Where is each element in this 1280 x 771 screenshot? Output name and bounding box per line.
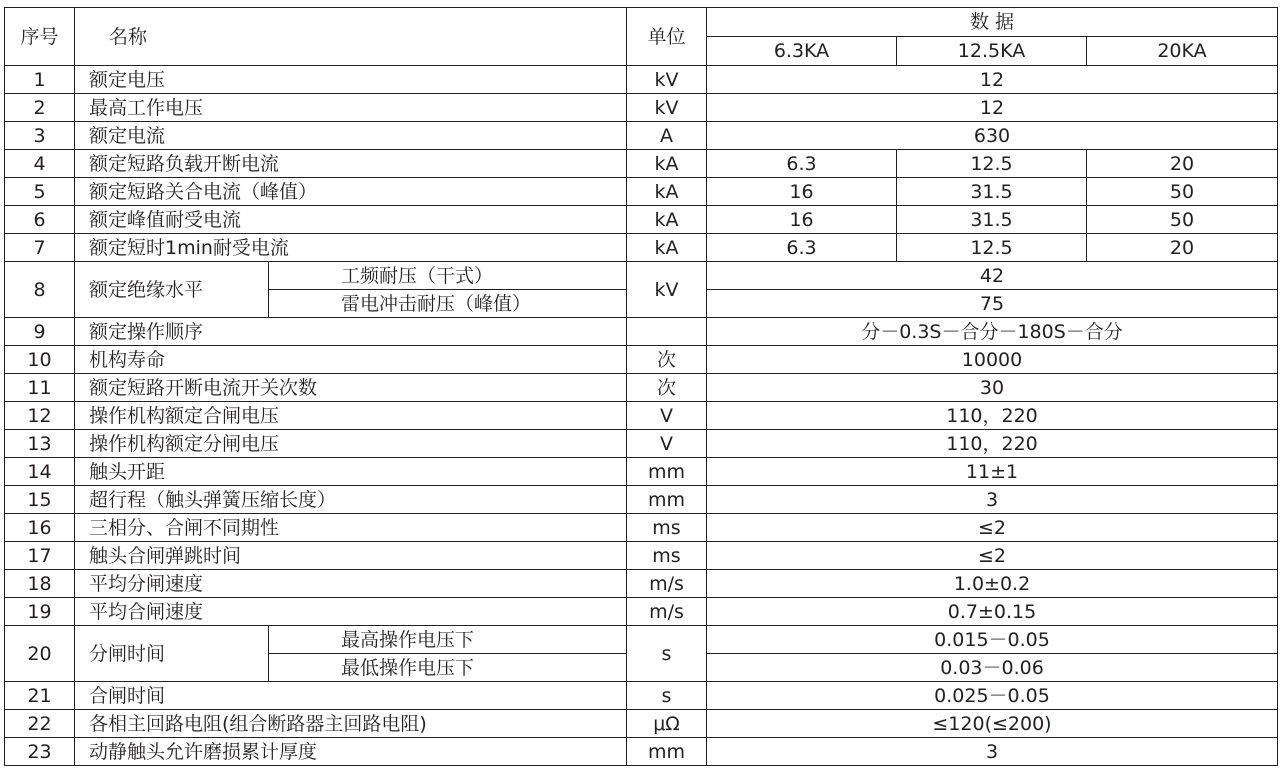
- row-number: 14: [5, 458, 75, 486]
- row-name: 动静触头允许磨损累计厚度: [75, 738, 627, 766]
- row-value: ≤2: [707, 542, 1278, 570]
- row-name: 额定短时1min耐受电流: [75, 234, 627, 262]
- row-unit: kV: [627, 262, 707, 318]
- row-name: 操作机构额定合闸电压: [75, 402, 627, 430]
- row-name: 触头合闸弹跳时间: [75, 542, 627, 570]
- row-unit: kA: [627, 206, 707, 234]
- row-number: 4: [5, 150, 75, 178]
- row-name: 合闸时间: [75, 682, 627, 710]
- row-name: 各相主回路电阻(组合断路器主回路电阻): [75, 710, 627, 738]
- row-value: 16: [707, 206, 897, 234]
- row-number: 21: [5, 682, 75, 710]
- row-name: 操作机构额定分闸电压: [75, 430, 627, 458]
- row-name: 分闸时间: [75, 626, 269, 682]
- header-col-2: 12.5KA: [897, 37, 1087, 66]
- table-row: [5, 66, 1278, 94]
- row-value: 11±1: [707, 458, 1278, 486]
- row-value: 10000: [707, 346, 1278, 374]
- row-number: 16: [5, 514, 75, 542]
- row-value: 110，220: [707, 430, 1278, 458]
- header-no: 序号: [5, 8, 75, 66]
- row-unit: kV: [627, 94, 707, 122]
- table-row: [5, 178, 1278, 206]
- table-row: [5, 206, 1278, 234]
- row-name: 最高工作电压: [75, 94, 627, 122]
- row-unit: V: [627, 402, 707, 430]
- header-unit: 单位: [627, 8, 707, 66]
- row-name: 平均合闸速度: [75, 598, 627, 626]
- row-unit: mm: [627, 738, 707, 766]
- row-name: 额定短路关合电流（峰值）: [75, 178, 627, 206]
- row-name: 额定绝缘水平: [75, 262, 269, 318]
- row-sub-name: 最高操作电压下: [269, 626, 627, 654]
- row-value: 6.3: [707, 150, 897, 178]
- row-value: 50: [1087, 178, 1278, 206]
- row-number: 12: [5, 402, 75, 430]
- table-row: [5, 514, 1278, 542]
- row-value: 110，220: [707, 402, 1278, 430]
- row-name: 额定短路开断电流开关次数: [75, 374, 627, 402]
- row-number: 18: [5, 570, 75, 598]
- row-number: 8: [5, 262, 75, 318]
- row-name: 平均分闸速度: [75, 570, 627, 598]
- row-name: 三相分、合闸不同期性: [75, 514, 627, 542]
- row-name: 机构寿命: [75, 346, 627, 374]
- row-unit: m/s: [627, 598, 707, 626]
- row-number: 10: [5, 346, 75, 374]
- row-value: ≤2: [707, 514, 1278, 542]
- row-unit: ms: [627, 514, 707, 542]
- row-number: 2: [5, 94, 75, 122]
- table-row: [5, 122, 1278, 150]
- table-row: [5, 150, 1278, 178]
- header-data: 数 据: [707, 8, 1278, 37]
- row-value: 630: [707, 122, 1278, 150]
- row-name: 额定电压: [75, 66, 627, 94]
- row-unit: kA: [627, 234, 707, 262]
- table-row: [5, 626, 1278, 654]
- table-row: [5, 346, 1278, 374]
- row-value: 0.015－0.05: [707, 626, 1278, 654]
- row-unit: kV: [627, 66, 707, 94]
- row-number: 20: [5, 626, 75, 682]
- row-value: 12: [707, 94, 1278, 122]
- table-row: [5, 262, 1278, 290]
- row-number: 9: [5, 318, 75, 346]
- header-name: 名称: [75, 8, 627, 66]
- row-value: 0.7±0.15: [707, 598, 1278, 626]
- row-number: 15: [5, 486, 75, 514]
- row-value: 3: [707, 738, 1278, 766]
- row-unit: [627, 318, 707, 346]
- row-value: 30: [707, 374, 1278, 402]
- row-unit: s: [627, 626, 707, 682]
- table-row: [5, 598, 1278, 626]
- row-number: 22: [5, 710, 75, 738]
- row-unit: mm: [627, 458, 707, 486]
- row-unit: A: [627, 122, 707, 150]
- row-value: 50: [1087, 206, 1278, 234]
- row-value: ≤120(≤200): [707, 710, 1278, 738]
- row-number: 13: [5, 430, 75, 458]
- spec-table: [4, 7, 1278, 766]
- row-number: 1: [5, 66, 75, 94]
- row-number: 17: [5, 542, 75, 570]
- row-value: 1.0±0.2: [707, 570, 1278, 598]
- row-number: 7: [5, 234, 75, 262]
- row-value: 31.5: [897, 206, 1087, 234]
- table-row: [5, 738, 1278, 766]
- row-value: 20: [1087, 150, 1278, 178]
- table-row: [5, 318, 1278, 346]
- header-row: [5, 8, 1278, 37]
- row-unit: μΩ: [627, 710, 707, 738]
- header-col-3: 20KA: [1087, 37, 1278, 66]
- row-number: 6: [5, 206, 75, 234]
- table-row: [5, 234, 1278, 262]
- row-unit: s: [627, 682, 707, 710]
- row-name: 额定操作顺序: [75, 318, 627, 346]
- row-unit: 次: [627, 346, 707, 374]
- row-name: 触头开距: [75, 458, 627, 486]
- row-name: 超行程（触头弹簧压缩长度）: [75, 486, 627, 514]
- row-unit: kA: [627, 178, 707, 206]
- row-sub-name: 工频耐压（干式）: [269, 262, 627, 290]
- row-unit: m/s: [627, 570, 707, 598]
- row-unit: 次: [627, 374, 707, 402]
- row-sub-name: 雷电冲击耐压（峰值）: [269, 290, 627, 318]
- header-col-1: 6.3KA: [707, 37, 897, 66]
- row-unit: ms: [627, 542, 707, 570]
- row-value: 0.03－0.06: [707, 654, 1278, 682]
- table-row: [5, 486, 1278, 514]
- table-row: [5, 710, 1278, 738]
- row-value: 42: [707, 262, 1278, 290]
- row-value: 6.3: [707, 234, 897, 262]
- row-name: 额定短路负载开断电流: [75, 150, 627, 178]
- table-row: [5, 402, 1278, 430]
- row-value: 12.5: [897, 150, 1087, 178]
- row-value: 12: [707, 66, 1278, 94]
- table-row: [5, 374, 1278, 402]
- row-number: 23: [5, 738, 75, 766]
- row-value: 0.025－0.05: [707, 682, 1278, 710]
- table-row: [5, 94, 1278, 122]
- row-value: 75: [707, 290, 1278, 318]
- table-row: [5, 542, 1278, 570]
- row-unit: mm: [627, 486, 707, 514]
- table-row: [5, 430, 1278, 458]
- row-value: 分－0.3S－合分－180S－合分: [707, 318, 1278, 346]
- row-sub-name: 最低操作电压下: [269, 654, 627, 682]
- row-unit: kA: [627, 150, 707, 178]
- table-row: [5, 458, 1278, 486]
- row-number: 5: [5, 178, 75, 206]
- row-value: 31.5: [897, 178, 1087, 206]
- row-unit: V: [627, 430, 707, 458]
- row-value: 12.5: [897, 234, 1087, 262]
- row-value: 3: [707, 486, 1278, 514]
- row-number: 3: [5, 122, 75, 150]
- row-name: 额定电流: [75, 122, 627, 150]
- table-row: [5, 682, 1278, 710]
- table-row: [5, 570, 1278, 598]
- row-number: 19: [5, 598, 75, 626]
- row-value: 16: [707, 178, 897, 206]
- row-name: 额定峰值耐受电流: [75, 206, 627, 234]
- row-number: 11: [5, 374, 75, 402]
- row-value: 20: [1087, 234, 1278, 262]
